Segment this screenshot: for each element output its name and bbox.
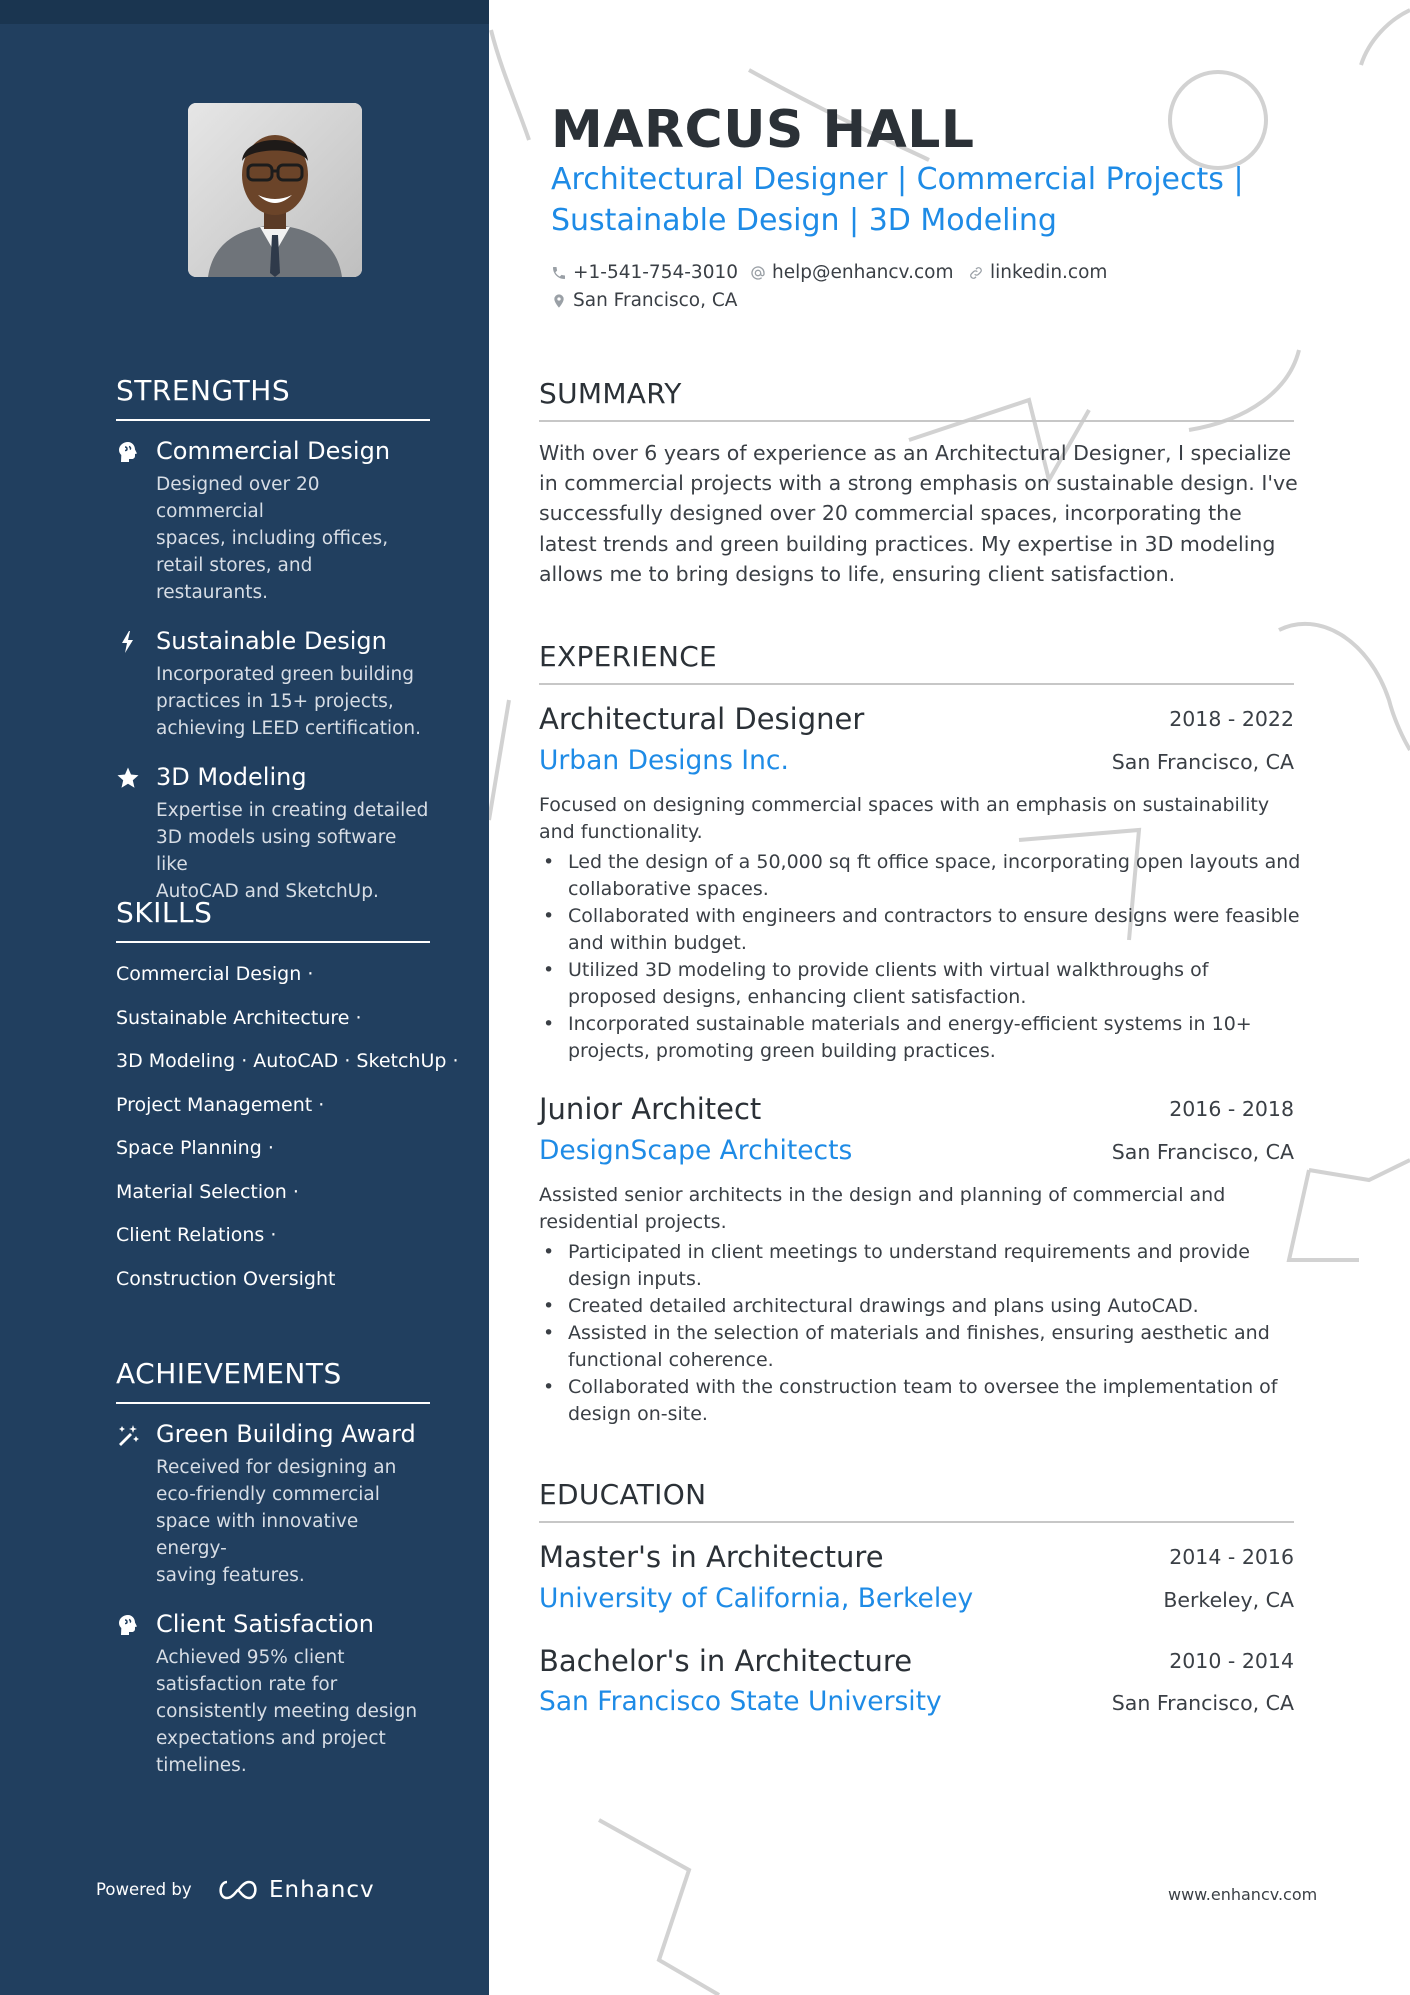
bullet-item: • Led the design of a 50,000 sq ft office space, incorporating open layouts and collaborative spaces.	[539, 849, 1301, 903]
company-name: Urban Designs Inc.	[539, 745, 789, 776]
achievement-description: Received for designing an eco-friendly commercial space with innovative energy- saving features.	[156, 1457, 397, 1586]
job-bullets	[539, 1239, 1301, 1428]
degree-title: Bachelor's in Architecture	[539, 1644, 913, 1678]
skill-item: Construction Oversight	[116, 1267, 336, 1290]
strengths-heading: STRENGTHS	[116, 374, 430, 421]
location-pin-icon	[551, 293, 567, 309]
star-icon	[116, 766, 140, 790]
job-location: San Francisco, CA	[1111, 750, 1294, 774]
main-content	[489, 0, 1410, 1995]
powered-by-label: Powered by	[96, 1880, 192, 1899]
brain-icon	[116, 440, 140, 464]
school-location: San Francisco, CA	[1111, 1691, 1294, 1715]
achievements-heading: ACHIEVEMENTS	[116, 1357, 430, 1404]
location-text: San Francisco, CA	[573, 290, 738, 311]
job-dates: 2016 - 2018	[1169, 1097, 1294, 1121]
school-name: San Francisco State University	[539, 1686, 942, 1717]
job-position: Junior Architect	[539, 1092, 762, 1126]
skills-section	[116, 896, 459, 1301]
job-description: Assisted senior architects in the design and planning of commercial and residential projects.	[539, 1184, 1226, 1233]
bullet-item: • Incorporated sustainable materials and energy-efficient systems in 10+ projects, promoting green building practices.	[539, 1011, 1301, 1065]
skill-item: Project Management ·	[116, 1093, 325, 1116]
brain-icon	[116, 1613, 140, 1637]
phone-icon	[551, 265, 567, 281]
achievements-section	[116, 1357, 430, 1779]
linkedin-text: linkedin.com	[990, 262, 1108, 283]
school-location: Berkeley, CA	[1163, 1588, 1294, 1612]
strength-title: 3D Modeling	[156, 763, 307, 791]
strength-description: Designed over 20 commercial spaces, including offices, retail stores, and restaurants.	[156, 474, 389, 603]
strength-title: Commercial Design	[156, 437, 391, 465]
job-title-line: Sustainable Design | 3D Modeling	[551, 203, 1057, 238]
bolt-icon	[116, 630, 140, 654]
strength-title: Sustainable Design	[156, 627, 387, 655]
strengths-section	[116, 374, 430, 905]
bullet-item: • Collaborated with the construction team to oversee the implementation of design on-site.	[539, 1374, 1301, 1428]
skill-item: Sustainable Architecture ·	[116, 1006, 362, 1029]
experience-heading: EXPERIENCE	[539, 640, 1294, 685]
achievement-item	[116, 1608, 430, 1779]
summary-text: With over 6 years of experience as an Architectural Designer, I specialize in commercial projects with a strong emphasis on sustainable design. I've successfully designed over 20 commercial spaces, incorporating the latest trends and green building practices. My expertise in 3D modeling allows me to bring designs to life, ensuring client satisfaction.	[539, 441, 1298, 586]
strength-item	[116, 435, 430, 606]
achievement-title: Green Building Award	[156, 1420, 416, 1448]
sidebar-top-bar	[0, 0, 489, 24]
company-name: DesignScape Architects	[539, 1135, 853, 1166]
skill-item: Client Relations ·	[116, 1224, 277, 1246]
strength-description: Incorporated green building practices in 15+ projects, achieving LEED certification.	[156, 664, 422, 739]
skill-item: 3D Modeling · AutoCAD · SketchUp ·	[116, 1050, 459, 1072]
location-contact	[551, 290, 737, 311]
at-sign-icon	[750, 265, 766, 281]
achievement-description: Achieved 95% client satisfaction rate for consistently meeting design expectations and project timelines.	[156, 1647, 418, 1776]
bullet-item: • Created detailed architectural drawings and plans using AutoCAD.	[539, 1293, 1301, 1320]
job-description: Focused on designing commercial spaces with an emphasis on sustainability and functionality.	[539, 794, 1270, 843]
phone-contact[interactable]	[551, 262, 738, 283]
strength-description: Expertise in creating detailed 3D models using software like AutoCAD and SketchUp.	[156, 800, 429, 902]
summary-heading: SUMMARY	[539, 377, 1294, 422]
skill-item: Space Planning ·	[116, 1137, 274, 1159]
sidebar	[0, 0, 489, 1995]
infinity-logo-icon	[215, 1878, 261, 1902]
email-text: help@enhancv.com	[772, 262, 954, 283]
strength-item	[116, 625, 430, 742]
bullet-item: • Utilized 3D modeling to provide clients with virtual walkthroughs of proposed designs, enhancing client satisfaction.	[539, 957, 1301, 1011]
email-contact[interactable]	[750, 262, 953, 283]
strength-item	[116, 761, 430, 905]
bullet-item: • Assisted in the selection of materials and finishes, ensuring aesthetic and functional coherence.	[539, 1320, 1301, 1374]
link-icon	[968, 265, 984, 281]
skill-item: Material Selection ·	[116, 1180, 299, 1203]
education-dates: 2014 - 2016	[1169, 1545, 1294, 1569]
job-position: Architectural Designer	[539, 702, 865, 736]
skill-item: Commercial Design ·	[116, 963, 314, 985]
education-heading: EDUCATION	[539, 1478, 1294, 1523]
job-bullets	[539, 849, 1301, 1065]
achievement-title: Client Satisfaction	[156, 1610, 374, 1638]
linkedin-contact[interactable]	[968, 262, 1107, 283]
magic-wand-icon	[116, 1423, 140, 1447]
footer-url[interactable]: www.enhancv.com	[1168, 1885, 1318, 1904]
profile-photo	[188, 103, 362, 277]
enhancv-logo[interactable]	[215, 1877, 375, 1903]
education-dates: 2010 - 2014	[1169, 1649, 1294, 1673]
school-name: University of California, Berkeley	[539, 1583, 974, 1614]
achievement-item	[116, 1418, 430, 1589]
job-location: San Francisco, CA	[1111, 1140, 1294, 1164]
skills-heading: SKILLS	[116, 896, 430, 943]
phone-text: +1-541-754-3010	[573, 262, 739, 283]
degree-title: Master's in Architecture	[539, 1540, 884, 1574]
job-title-line: Architectural Designer | Commercial Projects |	[551, 162, 1244, 197]
logo-text: Enhancv	[269, 1877, 375, 1903]
candidate-name: MARCUS HALL	[551, 100, 975, 160]
bullet-item: • Collaborated with engineers and contractors to ensure designs were feasible and within budget.	[539, 903, 1301, 957]
skills-list	[116, 953, 459, 1301]
bullet-item: • Participated in client meetings to understand requirements and provide design inputs.	[539, 1239, 1301, 1293]
job-dates: 2018 - 2022	[1169, 707, 1294, 731]
